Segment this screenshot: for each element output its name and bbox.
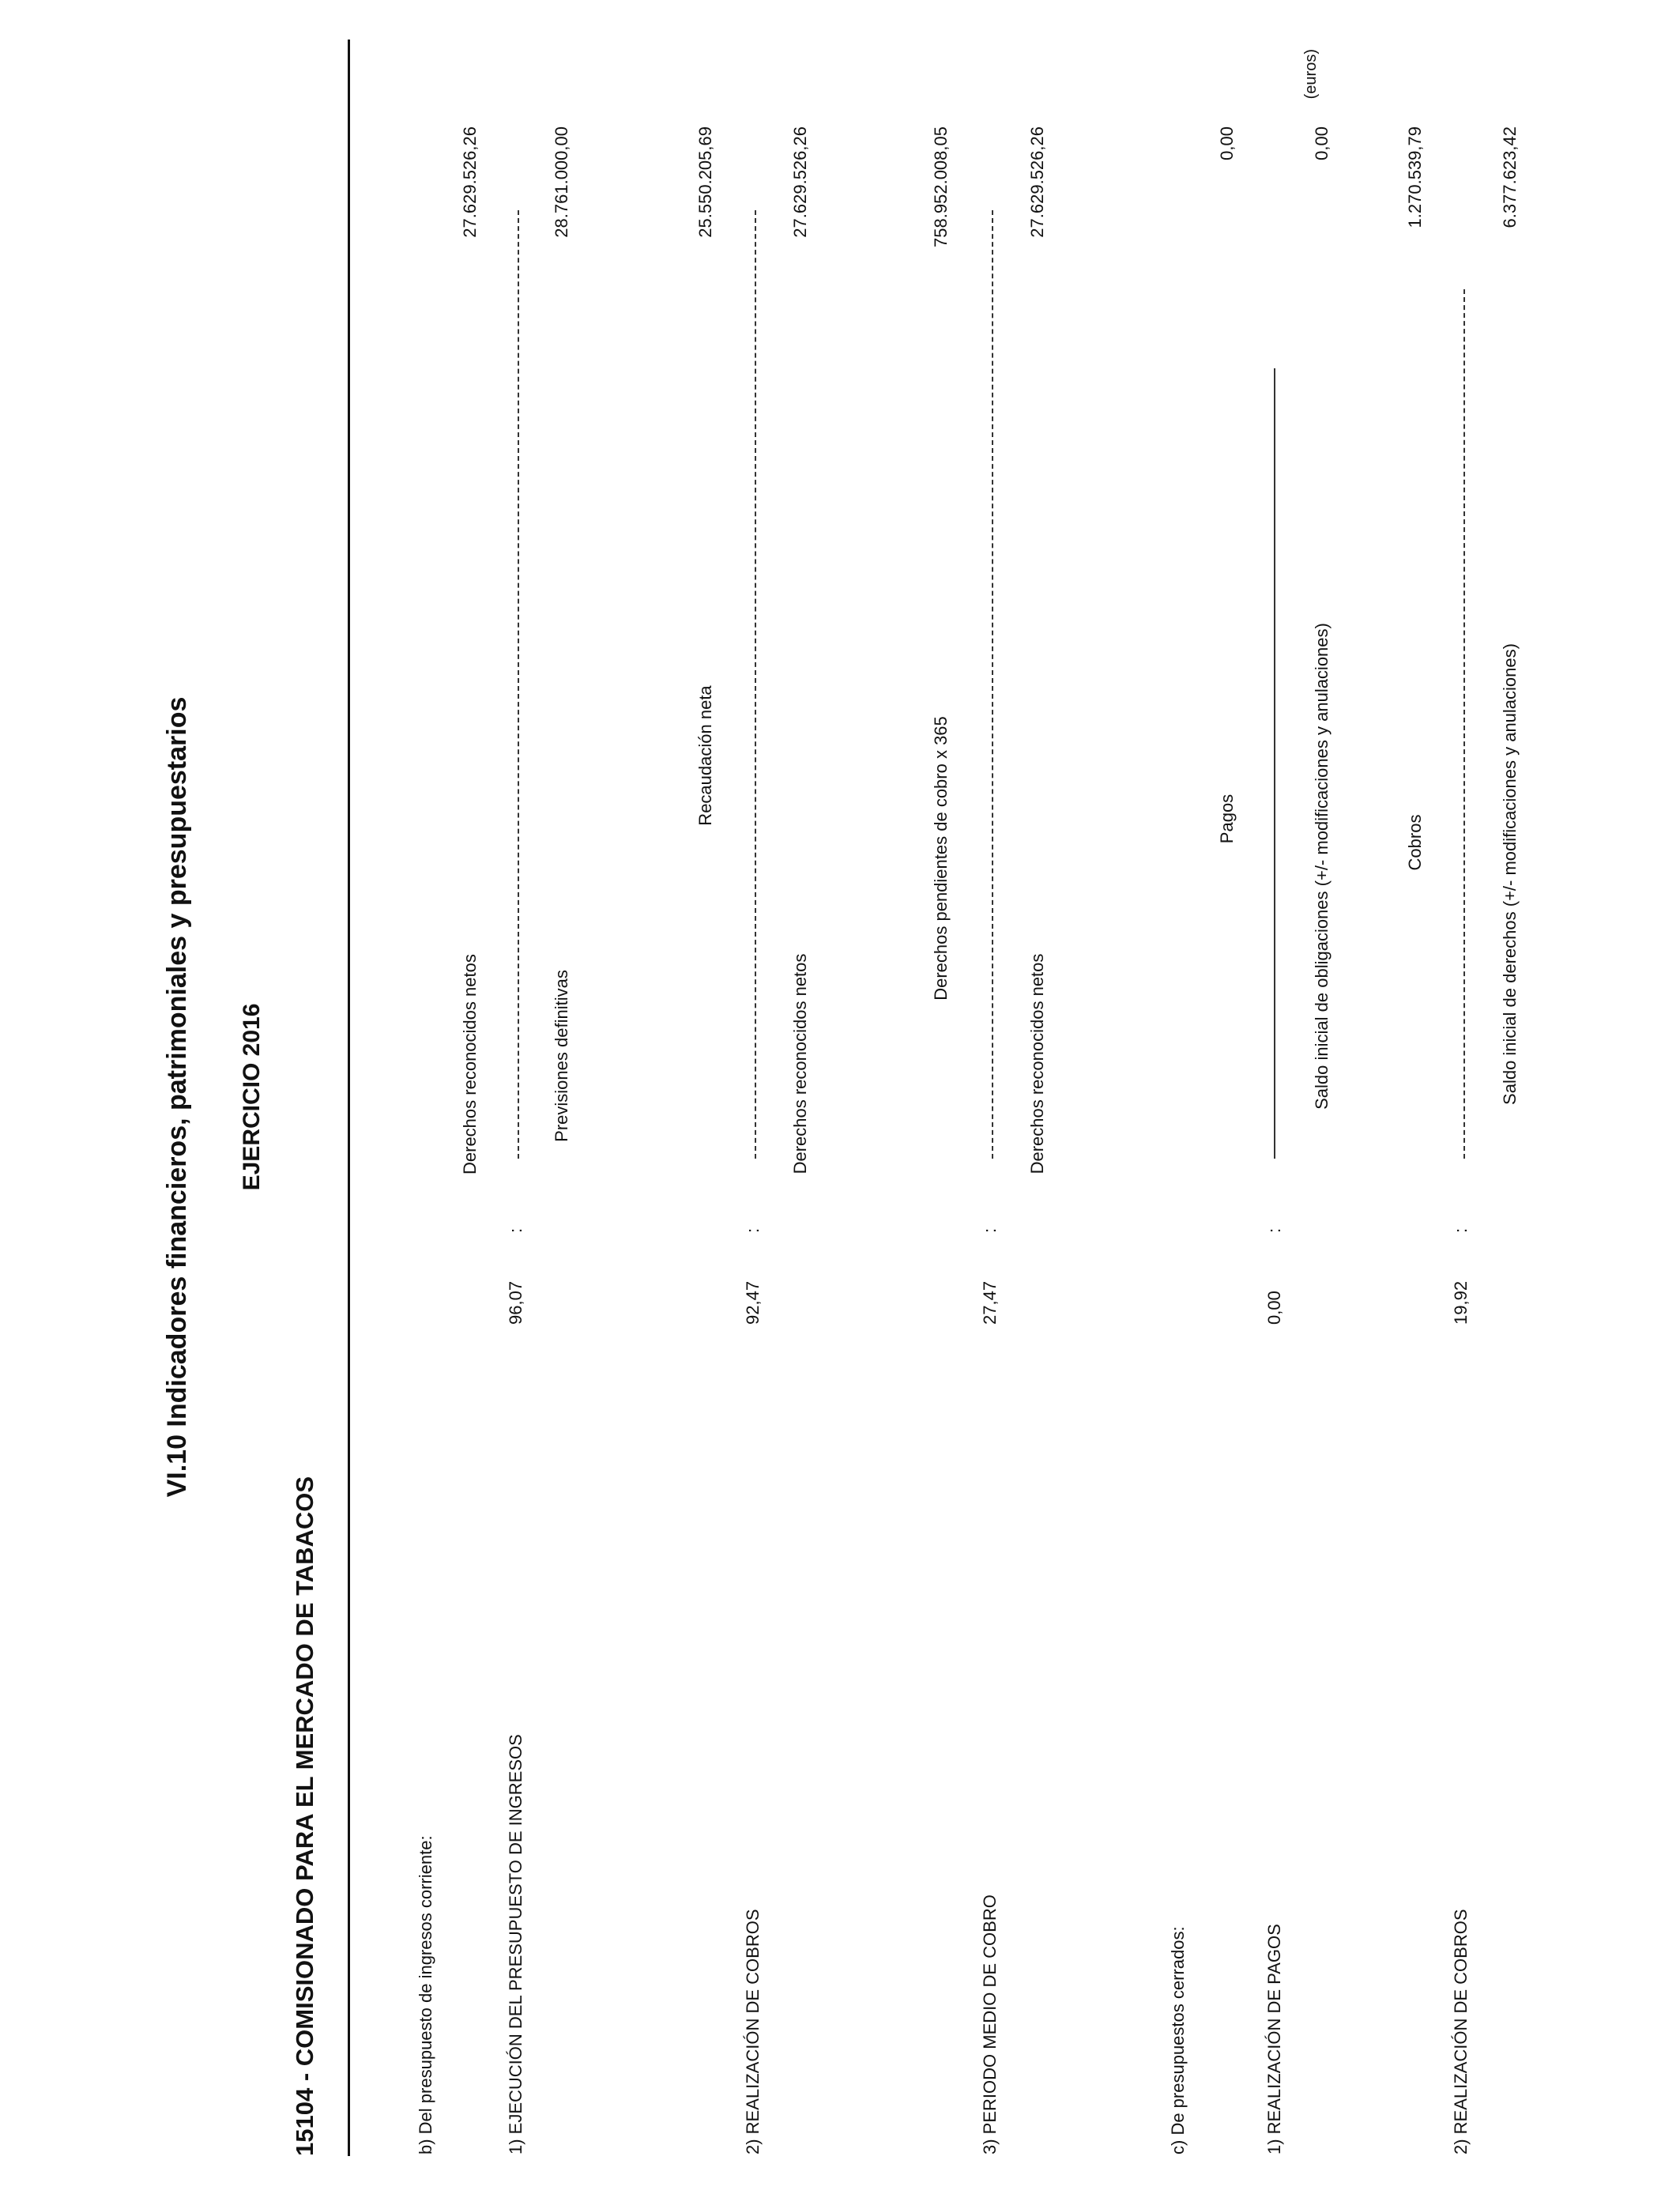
denominator-label: Previsiones definitivas — [552, 970, 571, 1142]
indicator-value: 92,47 — [743, 1280, 763, 1325]
denominator-amount: 6.377.623,42 — [1500, 126, 1520, 228]
numerator-amount: 25.550.205,69 — [695, 126, 715, 238]
denominator-amount: 27.629.526,26 — [1027, 126, 1047, 238]
fraction-line — [1274, 368, 1275, 1159]
numerator-amount: 0,00 — [1217, 126, 1237, 160]
indicator-value: 27,47 — [980, 1280, 1000, 1325]
indicator-label: 1) EJECUCIÓN DEL PRESUPUESTO DE INGRESOS — [506, 1734, 525, 2154]
denominator-label: Saldo inicial de derechos (+/- modificaciones y anulaciones) — [1500, 643, 1520, 1105]
indicator-value: 19,92 — [1451, 1280, 1471, 1325]
numerator-label: Recaudación neta — [695, 685, 715, 826]
denominator-amount: 28.761.000,00 — [552, 126, 571, 238]
denominator-amount: 0,00 — [1312, 126, 1332, 160]
denominator-label: Derechos reconocidos netos — [790, 953, 810, 1174]
indicator-label: 3) PERIODO MEDIO DE COBRO — [980, 1894, 1000, 2154]
header-rule — [348, 40, 350, 2156]
fraction-line — [518, 210, 519, 1159]
indicator-value: 0,00 — [1264, 1291, 1284, 1325]
units-label: (euros) — [1302, 49, 1320, 100]
denominator-label: Derechos reconocidos netos — [1027, 953, 1047, 1174]
numerator-amount: 27.629.526,26 — [460, 126, 480, 238]
fraction-line — [992, 210, 993, 1159]
indicator-value: 96,07 — [506, 1280, 525, 1325]
section-b-heading: b) Del presupuesto de ingresos corriente: — [416, 1835, 435, 2154]
numerator-label: Derechos reconocidos netos — [460, 954, 480, 1174]
numerator-amount: 758.952.008,05 — [931, 126, 951, 247]
separator: : — [980, 1227, 1000, 1233]
numerator-amount: 1.270.539,79 — [1405, 126, 1425, 228]
section-c-heading: c) De presupuestos cerrados: — [1168, 1926, 1188, 2154]
denominator-label: Saldo inicial de obligaciones (+/- modificaciones y anulaciones) — [1312, 623, 1332, 1110]
denominator-amount: 27.629.526,26 — [790, 126, 810, 238]
numerator-label: Pagos — [1217, 794, 1237, 844]
separator: : — [1264, 1227, 1284, 1233]
document-title: VI.10 Indicadores financieros, patrimoniales y presupuestarios — [162, 696, 192, 1498]
indicator-label: 2) REALIZACIÓN DE COBROS — [743, 1909, 763, 2154]
fiscal-year: EJERCICIO 2016 — [239, 1003, 265, 1191]
separator: : — [1451, 1227, 1471, 1233]
entity-name: 15104 - COMISIONADO PARA EL MERCADO DE TABACOS — [291, 1476, 318, 2156]
indicator-label: 2) REALIZACIÓN DE COBROS — [1451, 1909, 1471, 2154]
fraction-line — [1463, 289, 1465, 1159]
separator: : — [506, 1227, 525, 1233]
separator: : — [743, 1227, 763, 1233]
indicator-label: 1) REALIZACIÓN DE PAGOS — [1264, 1924, 1284, 2154]
fraction-line — [755, 210, 756, 1159]
numerator-label: Derechos pendientes de cobro x 365 — [931, 716, 951, 1001]
numerator-label: Cobros — [1405, 814, 1425, 871]
